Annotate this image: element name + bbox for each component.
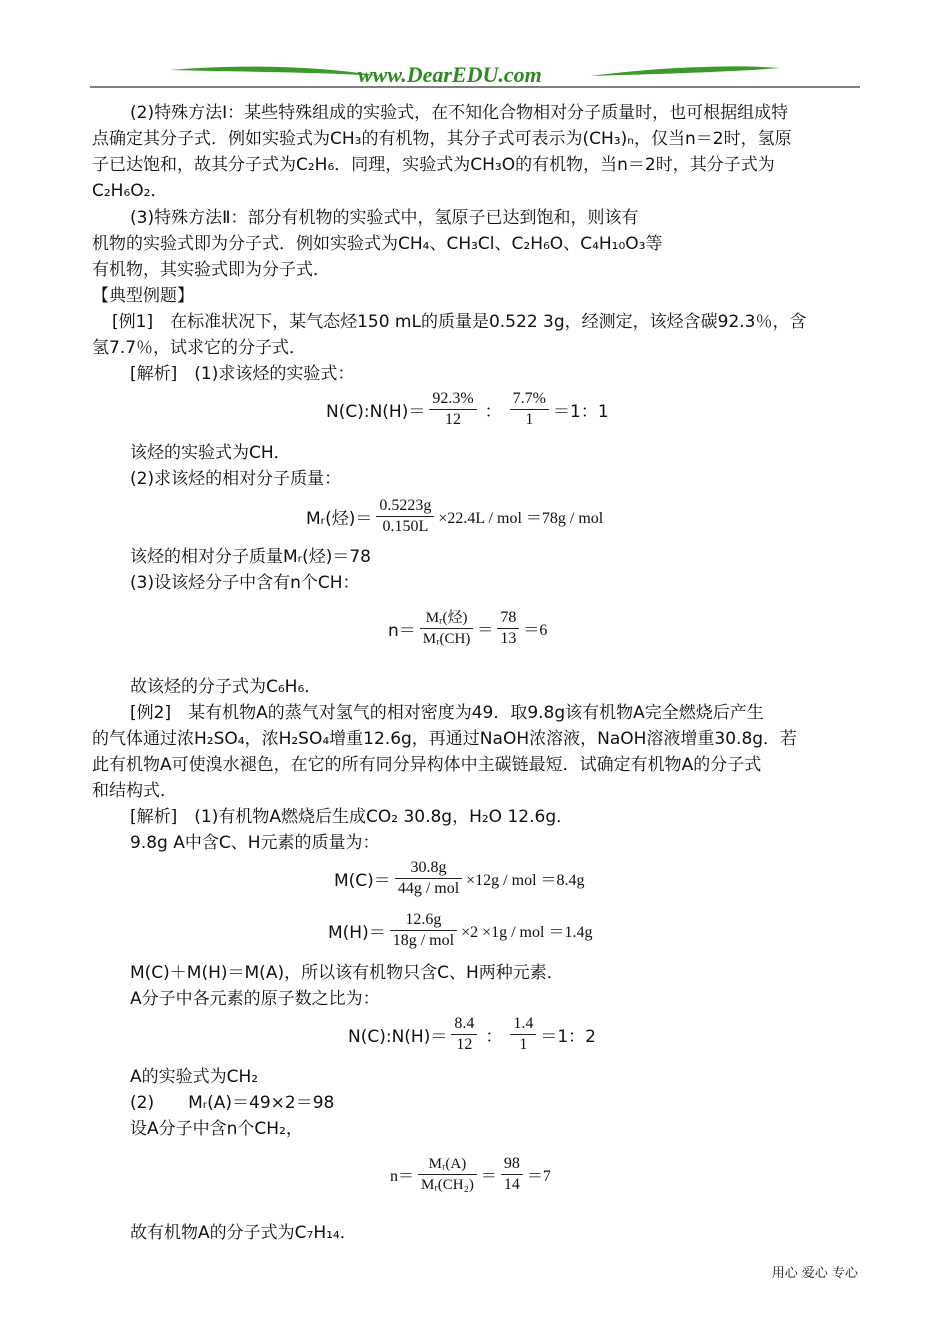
example1-conclusion: 故该烃的分子式为C₆H₆． bbox=[130, 677, 322, 697]
section-title: 【典型例题】 bbox=[92, 286, 194, 306]
example2-text-2: M(C)＋M(H)＝M(A)，所以该有机物只含C、H两种元素． bbox=[130, 963, 564, 983]
example1-line2: 氢7.7％，试求它的分子式． bbox=[92, 338, 307, 358]
equation-2: Mᵣ(烃)＝ $\frac{0.5223g}{0.150L}$ ×22.4L / mol ＝78g / mol bbox=[306, 497, 604, 535]
example2-text-5: (2) Mᵣ(A)＝49×2＝98 bbox=[130, 1093, 335, 1113]
site-logo-text: www.DearEDU.com bbox=[358, 62, 542, 87]
footer-slogan: 用心 爱心 专心 bbox=[771, 1266, 858, 1281]
example2-line4: 和结构式． bbox=[92, 781, 177, 801]
para2-line2: 机物的实验式即为分子式．例如实验式为CH₄、CH₃Cl、C₂H₆O、C₄H₁₀O₃等 bbox=[92, 234, 663, 254]
equation-7: n＝ $\frac{\text{Mᵣ(A)}}{\text{Mᵣ(CH₂)}}$ ＝ $\frac{98}{14}$ ＝7 bbox=[390, 1155, 551, 1193]
left-swoosh bbox=[170, 67, 380, 76]
example1-line1: [例1] 在标准状况下，某气态烃150 mL的质量是0.522 3g，经测定，该烃含碳92.3％，含 bbox=[112, 312, 807, 332]
example1-solution: [解析] (1)求该烃的实验式： bbox=[130, 364, 355, 384]
example2-line3: 此有机物A可使溴水褪色，在它的所有同分异构体中主碳链最短．试确定有机物A的分子式 bbox=[92, 755, 762, 775]
example1-text-4: (3)设该烃分子中含有n个CH： bbox=[130, 573, 360, 593]
equation-3: n＝ $\frac{\text{Mᵣ(烃)}}{\text{Mᵣ(CH)}}$ ＝ $\frac{78}{13}$ ＝6 bbox=[388, 609, 548, 647]
para2-line1: (3)特殊方法Ⅱ：部分有机物的实验式中，氢原子已达到饱和，则该有 bbox=[130, 208, 639, 228]
para2-line3: 有机物，其实验式即为分子式． bbox=[92, 260, 330, 280]
example2-text-4: A的实验式为CH₂ bbox=[130, 1067, 259, 1087]
example2-conclusion: 故有机物A的分子式为C₇H₁₄． bbox=[130, 1223, 357, 1243]
example2-solution: [解析] (1)有机物A燃烧后生成CO₂ 30.8g，H₂O 12.6g． bbox=[130, 807, 574, 827]
example2-line1: [例2] 某有机物A的蒸气对氢气的相对密度为49．取9.8g该有机物A完全燃烧后产生 bbox=[130, 703, 764, 723]
example1-text-2: (2)求该烃的相对分子质量： bbox=[130, 469, 342, 489]
example1-text-3: 该烃的相对分子质量Mᵣ(烃)＝78 bbox=[130, 547, 371, 567]
equation-1: N(C):N(H)＝ $\frac{92.3\%}{12}$ ： $\frac{7.7\%}{1}$ ＝1：1 bbox=[326, 390, 609, 428]
example2-text-1: 9.8g A中含C、H元素的质量为： bbox=[130, 833, 380, 853]
para1-line1: (2)特殊方法Ⅰ：某些特殊组成的实验式，在不知化合物相对分子质量时，也可根据组成特 bbox=[130, 103, 789, 123]
para1-line4: C₂H₆O₂． bbox=[92, 181, 168, 201]
para1-line3: 子已达饱和，故其分子式为C₂H₆．同理，实验式为CH₃O的有机物，当n＝2时，其分子式为 bbox=[92, 155, 775, 175]
example1-text-1: 该烃的实验式为CH． bbox=[130, 443, 291, 463]
example2-text-3: A分子中各元素的原子数之比为： bbox=[130, 989, 380, 1009]
right-swoosh bbox=[590, 66, 780, 76]
equation-6: N(C):N(H)＝ $\frac{8.4}{12}$ ： $\frac{1.4}{1}$ ＝1：2 bbox=[348, 1015, 596, 1053]
equation-4: M(C)＝ $\frac{30.8g}{\text{44g / mol}}$ ×12g / mol ＝8.4g bbox=[334, 859, 585, 897]
example2-text-6: 设A分子中含n个CH₂， bbox=[130, 1119, 303, 1139]
example2-line2: 的气体通过浓H₂SO₄，浓H₂SO₄增重12.6g，再通过NaOH浓溶液，NaOH溶液增重30.8g．若 bbox=[92, 729, 798, 749]
equation-5: M(H)＝ $\frac{12.6g}{\text{18g / mol}}$ ×2 ×1g / mol ＝1.4g bbox=[328, 911, 593, 949]
para1-line2: 点确定其分子式．例如实验式为CH₃的有机物，其分子式可表示为(CH₃)ₙ，仅当n＝2时，氢原 bbox=[92, 129, 792, 149]
